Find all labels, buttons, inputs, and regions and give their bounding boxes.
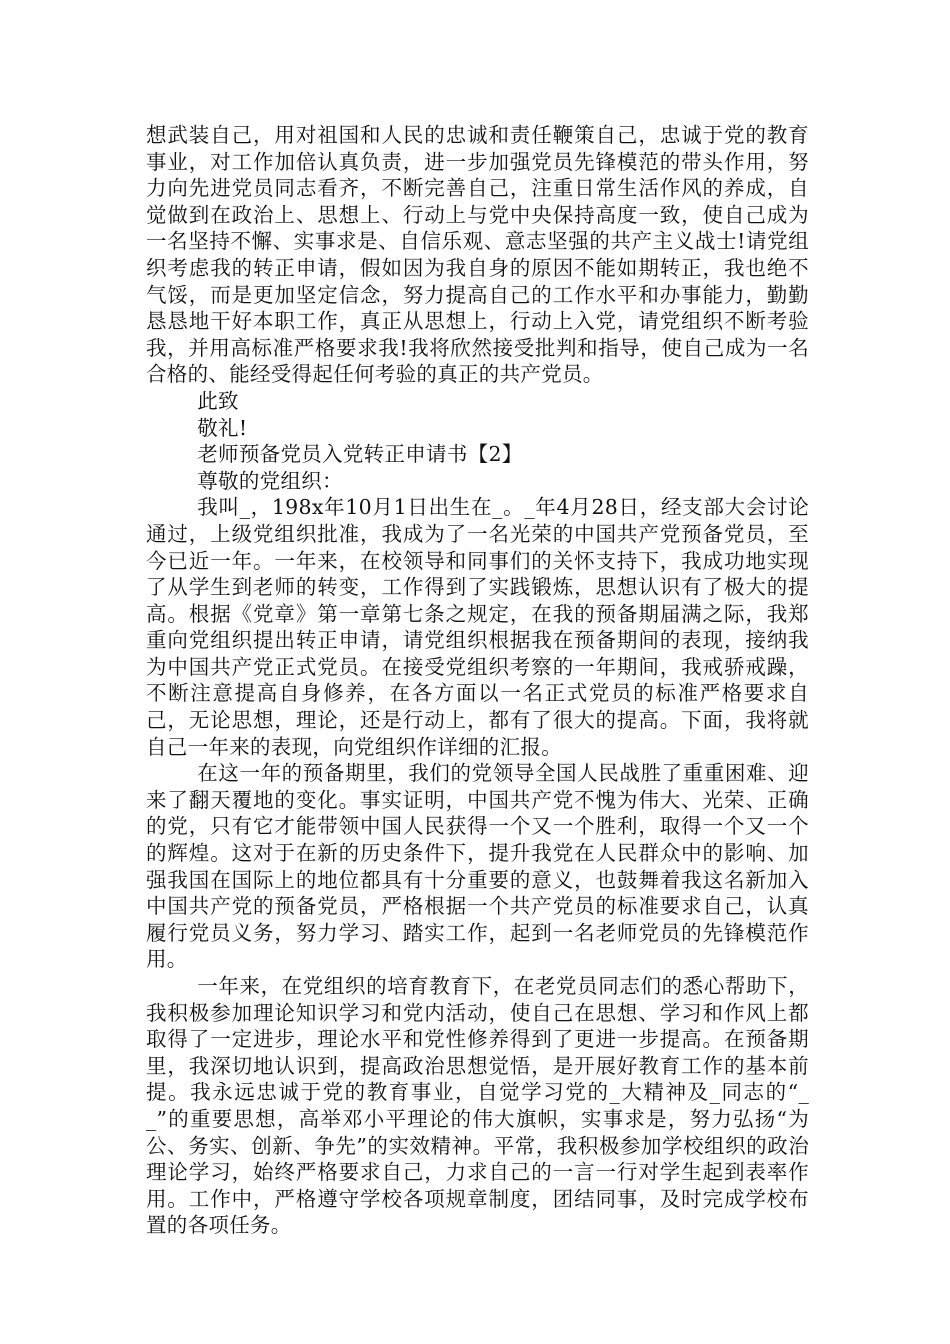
paragraph-intro: 我叫_，198x年10月1日出生在_。_年4月28日，经支部大会讨论通过，上级党组织批准，我成为了一名光荣的中国共产党预备党员，至今已近一年。一年来，在校领导和同事们的关怀支持下，我成功地实现了从学生到老师的转变，工作得到了实践锻炼，思想认识有了极大的提高。根据《党章》第一章第七条之规定，在我的预备期届满之际，我郑重向党组织提出转正申请，请党组织根据我在预备期间的表现，接纳我为中国共产党正式党员。在接受党组织考察的一年期间，我戒骄戒躁，不断注意提高自身修养，在各方面以一名正式党员的标准严格要求自己，无论思想，理论，还是行动上，都有了很大的提高。下面，我将就自己一年来的表现，向党组织作详细的汇报。 [146, 495, 809, 759]
document-page [146, 122, 809, 1239]
closing-regards: 敬礼! [197, 415, 248, 440]
closing-salutation: 此致 [197, 388, 239, 413]
paragraph-study: 一年来，在党组织的培育教育下，在老党员同志们的悉心帮助下，我积极参加理论知识学习和党内活动，使自己在思想、学习和作风上都取得了一定进步，理论水平和党性修养得到了更进一步提高。在预备期里，我深切地认识到，提高政治思想觉悟，是开展好教育工作的基本前提。我永远忠诚于党的教育事业，自觉学习党的_大精神及_同志的“__”的重要思想，高举邓小平理论的伟大旗帜，实事求是，努力弘扬“为公、务实、创新、争先”的实效精神。平常，我积极参加学校组织的政治理论学习，始终严格要求自己，力求自己的一言一行对学生起到表率作用。工作中，严格遵守学校各项规章制度，团结同事，及时完成学校布置的各项任务。 [146, 974, 809, 1238]
section-title: 老师预备党员入党转正申请书【2】 [197, 442, 523, 467]
greeting: 尊敬的党组织： [197, 468, 343, 493]
paragraph-year-review: 在这一年的预备期里，我们的党领导全国人民战胜了重重困难、迎来了翻天覆地的变化。事实证明，中国共产党不愧为伟大、光荣、正确的党，只有它才能带领中国人民获得一个又一个胜利，取得一个又一个的辉煌。这对于在新的历史条件下，提升我党在人民群众中的影响、加强我国在国际上的地位都具有十分重要的意义，也鼓舞着我这名新加入中国共产党的预备党员，严格根据一个共产党员的标准要求自己，认真履行党员义务，努力学习、踏实工作，起到一名老师党员的先锋模范作用。 [146, 761, 809, 972]
paragraph-continuation: 想武装自己，用对祖国和人民的忠诚和责任鞭策自己，忠诚于党的教育事业，对工作加倍认真负责，进一步加强党员先锋模范的带头作用，努力向先进党员同志看齐，不断完善自己，注重日常生活作风的养成，自觉做到在政治上、思想上、行动上与党中央保持高度一致，使自己成为一名坚持不懈、实事求是、自信乐观、意志坚强的共产主义战士!请党组织考虑我的转正申请，假如因为我自身的原因不能如期转正，我也绝不气馁，而是更加坚定信念，努力提高自己的工作水平和办事能力，勤勤恳恳地干好本职工作，真正从思想上，行动上入党，请党组织不断考验我，并用高标准严格要求我!我将欣然接受批判和指导，使自己成为一名合格的、能经受得起任何考验的真正的共产党员。 [146, 123, 809, 387]
